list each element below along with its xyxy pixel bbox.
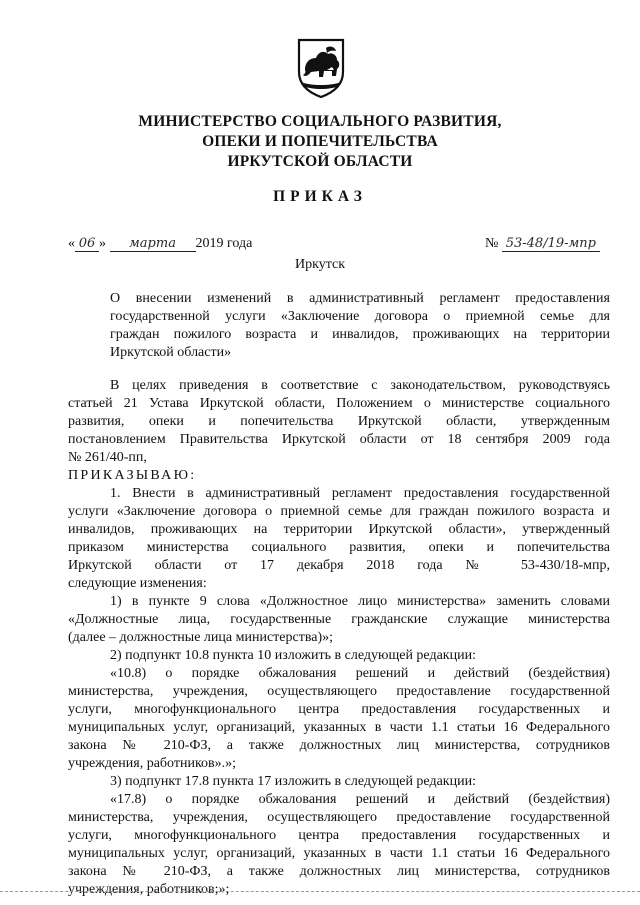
order-date [68, 236, 252, 252]
item-1-line-4: приказом министерства социального развития, опеки и попечительства [68, 540, 610, 555]
subitem-2-line-3: услуги, многофункционального центра предоставления государственных и [68, 702, 610, 717]
preamble-line-3: развития, опеки и попечительства Иркутской области, утвержденным [68, 414, 610, 429]
subitem-3-heading: 3) подпункт 17.8 пункта 17 изложить в следующей редакции: [110, 774, 476, 789]
preamble-line-4: постановлением Правительства Иркутской области от 18 сентября 2009 года [68, 432, 610, 447]
title-line-1: О внесении изменений в административный регламент предоставления [110, 291, 610, 306]
subitem-1-line-2: «Должностные лица, государственные гражданские служащие министерства [68, 612, 610, 627]
subitem-3-line-3: услуги, многофункционального центра предоставления государственных и [68, 828, 610, 843]
date-year: 2019 года [195, 236, 253, 251]
page-bottom-divider [0, 891, 640, 893]
city-name: Иркутск [294, 257, 346, 272]
subitem-2-line-1: «10.8) о порядке обжалования решений и действий (бездействия) [110, 666, 610, 681]
subitem-2-line-5: закона № 210-ФЗ, а также должностных лиц министерства, сотрудников [68, 738, 610, 753]
ministry-name-line-3: ИРКУТСКОЙ ОБЛАСТИ [227, 153, 413, 170]
subitem-2-line-6: учреждения, работников».»; [68, 756, 237, 771]
date-day: 06 [75, 237, 99, 252]
title-line-4: Иркутской области» [110, 345, 232, 360]
date-quote-open: « [68, 236, 75, 251]
preamble-line-5: № 261/40-пп, [68, 450, 147, 465]
title-line-3: граждан пожилого возраста и инвалидов, проживающих на территории [110, 327, 610, 342]
subitem-2-line-4: муниципальных услуг, организаций, указанных в части 1.1 статьи 16 Федерального [68, 720, 610, 735]
subitem-3-line-5: закона № 210-ФЗ, а также должностных лиц министерства, сотрудников [68, 864, 610, 879]
subitem-3-line-6: учреждения, работников;»; [68, 881, 610, 899]
date-month: марта [110, 237, 196, 252]
number-value: 53-48/19-мпр [502, 237, 600, 252]
subitem-2-heading: 2) подпункт 10.8 пункта 10 изложить в следующей редакции: [110, 648, 476, 663]
item-1-line-2: услуги «Заключение договора о приемной семье для граждан пожилого возраста и [68, 504, 610, 519]
subitem-1-line-1: 1) в пункте 9 слова «Должностное лицо министерства» заменить словами [110, 594, 610, 609]
item-1-line-6: следующие изменения: [68, 576, 207, 591]
item-1-line-3: инвалидов, проживающих на территории Иркутской области», утвержденный [68, 522, 610, 537]
subitem-2-line-2: министерства, учреждения, осуществляющего предоставление государственной [68, 684, 610, 699]
coat-of-arms-icon [296, 36, 346, 98]
number-label: № [485, 236, 499, 251]
subitem-3-line-2: министерства, учреждения, осуществляющего предоставление государственной [68, 810, 610, 825]
subitem-3-line-4: муниципальных услуг, организаций, указанных в части 1.1 статьи 16 Федерального [68, 846, 610, 861]
document-type-title: ПРИКАЗ [273, 188, 367, 205]
ministry-name-line-1: МИНИСТЕРСТВО СОЦИАЛЬНОГО РАЗВИТИЯ, [138, 113, 502, 130]
ministry-name-line-2: ОПЕКИ И ПОПЕЧИТЕЛЬСТВА [202, 133, 438, 150]
subitem-3-line-1: «17.8) о порядке обжалования решений и действий (бездействия) [110, 792, 610, 807]
item-1-line-5: Иркутской области от 17 декабря 2018 года № 53-430/18-мпр, [68, 558, 610, 573]
preamble-line-2: статьей 21 Устава Иркутской области, Положением о министерстве социального [68, 396, 610, 411]
date-quote-close: » [99, 236, 106, 251]
title-line-2: государственной услуги «Заключение договора о приемной семье для [110, 309, 610, 324]
subitem-1-line-3: (далее – должностные лица министерства)»; [68, 630, 334, 645]
item-1-line-1: 1. Внести в административный регламент предоставления государственной [110, 486, 610, 501]
order-number [485, 236, 600, 252]
preamble-line-1: В целях приведения в соответствие с законодательством, руководствуясь [110, 378, 610, 393]
order-command: ПРИКАЗЫВАЮ: [68, 468, 197, 483]
